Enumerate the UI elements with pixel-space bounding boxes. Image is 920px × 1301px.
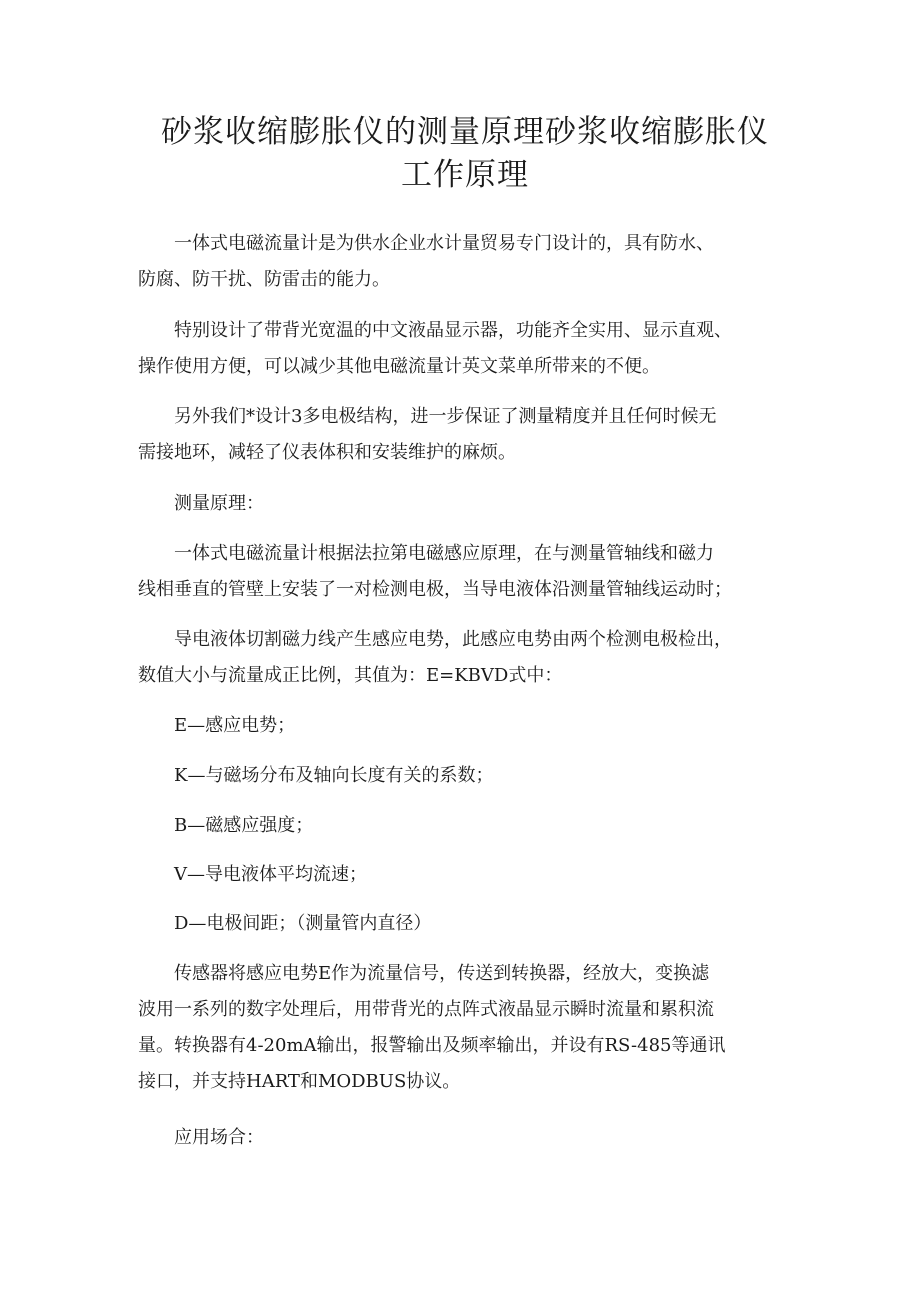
paragraph-line: B—磁感应强度； [138,815,314,836]
paragraph-line: 测量原理： [138,493,264,514]
paragraph-line: 另外我们*设计3多电极结构，进一步保证了测量精度并且任何时候无 [138,406,717,427]
paragraph-line: 需接地环，减轻了仪表体积和安装维护的麻烦。 [138,442,516,463]
paragraph-line: 数值大小与流量成正比例，其值为：E=KBVD式中： [138,665,563,686]
paragraph-line: K—与磁场分布及轴向长度有关的系数； [138,765,494,786]
paragraph-line: 传感器将感应电势E作为流量信号，传送到转换器，经放大，变换滤 [138,963,710,984]
definition-v [138,857,798,893]
paragraph-line: 波用一系列的数字处理后，用带背光的点阵式液晶显示瞬时流量和累积流 [138,999,714,1020]
document-title-line-2: 工作原理 [401,157,529,193]
definition-b [138,808,798,844]
paragraph-line: 导电液体切割磁力线产生感应电势，此感应电势由两个检测电极检出， [138,629,732,650]
paragraph-line: 防腐、防干扰、防雷击的能力。 [138,269,390,290]
paragraph-formula [138,622,798,694]
definition-e [138,708,798,744]
paragraph-line: 线相垂直的管壁上安装了一对检测电极，当导电液体沿测量管轴线运动时； [138,579,732,600]
paragraph-line: E—感应电势； [138,715,296,736]
section-heading-principle [138,486,798,522]
paragraph-faraday [138,536,798,608]
paragraph-line: 量。转换器有4-20mA输出，报警输出及频率输出，并设有RS-485等通讯 [138,1035,726,1056]
definition-d [138,906,798,942]
paragraph-converter [138,956,798,1100]
paragraph-electrode [138,399,798,471]
paragraph-line: 一体式电磁流量计根据法拉第电磁感应原理，在与测量管轴线和磁力 [138,543,714,564]
paragraph-line: V—导电液体平均流速； [138,864,367,885]
paragraph-line: 接口，并支持HART和MODBUS协议。 [138,1071,461,1092]
definition-k [138,758,798,794]
document-title-line-1: 砂浆收缩膨胀仪的测量原理砂浆收缩膨胀仪 [161,114,769,150]
section-heading-applications [138,1120,798,1156]
paragraph-display [138,313,798,385]
paragraph-intro [138,226,798,298]
paragraph-line: 一体式电磁流量计是为供水企业水计量贸易专门设计的，具有防水、 [138,233,714,254]
paragraph-line: 应用场合： [138,1127,264,1148]
paragraph-line: 特别设计了带背光宽温的中文液晶显示器，功能齐全实用、显示直观、 [138,320,732,341]
paragraph-line: D—电极间距；（测量管内直径） [138,913,432,934]
paragraph-line: 操作使用方便，可以减少其他电磁流量计英文菜单所带来的不便。 [138,356,660,377]
